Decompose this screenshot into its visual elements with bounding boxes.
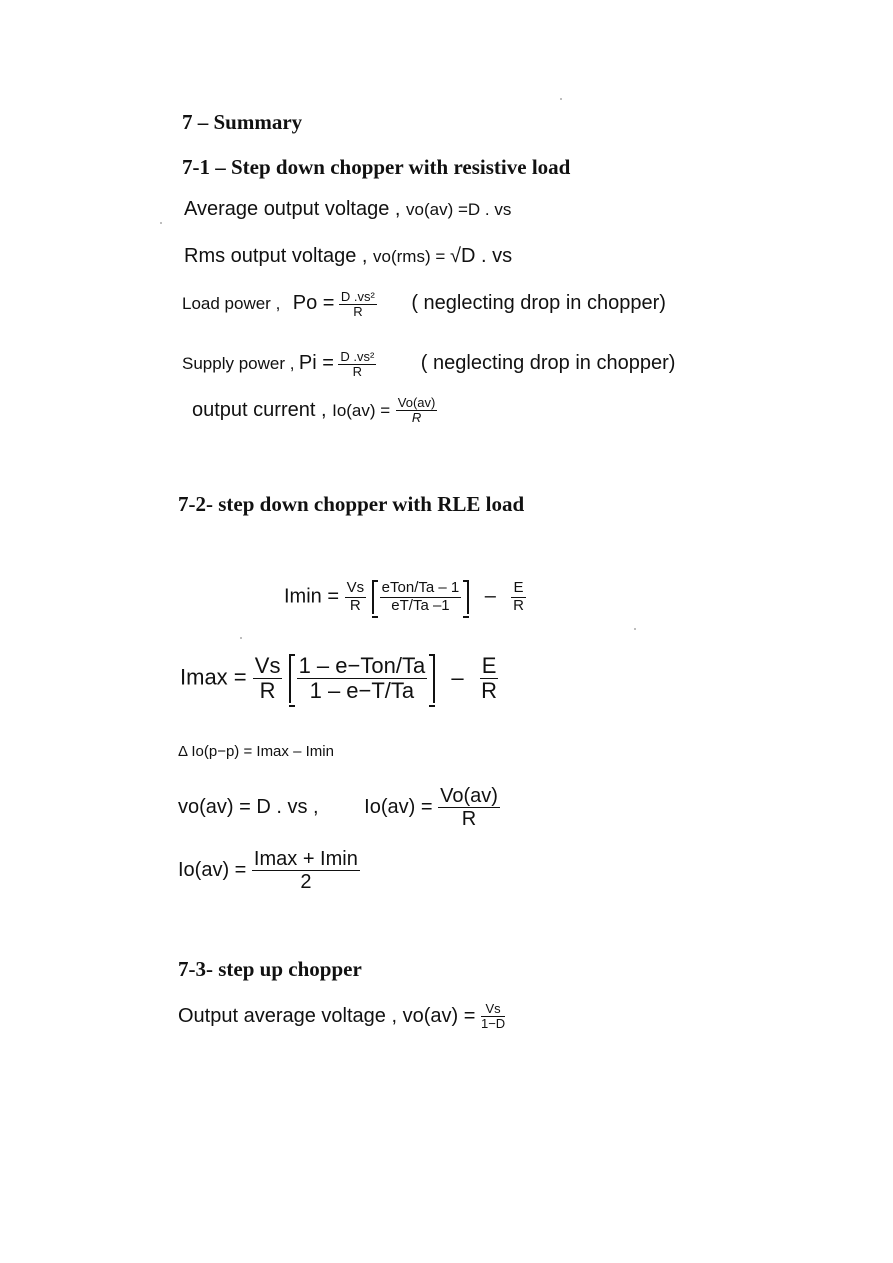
rms-voltage-rhs: √D . vs [449, 245, 513, 267]
imax-equation [180, 654, 498, 703]
supply-power-lhs: Pi = [298, 352, 334, 375]
supply-power-denominator: R [352, 364, 363, 380]
io-average-lhs: Io(av) = [178, 858, 247, 881]
delta-current-equation: Δ Io(p−p) = Imax – Imin [178, 743, 334, 760]
imin-lhs: Imin = [284, 585, 340, 608]
imin-exp-fraction [380, 580, 462, 614]
section-7-3-title: 7-3- step up chopper [178, 957, 362, 981]
io-average-numerator: Imax + Imin [253, 848, 358, 870]
supply-power-label: Supply power , [182, 354, 295, 374]
io-numerator: Vo(av) [440, 785, 498, 807]
step-up-denominator: 1−D [480, 1016, 506, 1032]
imin-exp-denominator: eT/Ta –1 [391, 596, 450, 614]
rms-voltage-line [184, 245, 512, 268]
load-power-note: ( neglecting drop in chopper) [411, 292, 666, 315]
imin-vs-over-r [345, 580, 367, 614]
io-average-fraction [252, 848, 360, 893]
imin-r: R [349, 596, 361, 614]
io-lhs: Io(av) = [364, 795, 433, 818]
step-up-line [178, 1002, 505, 1032]
step-up-numerator: Vs [481, 1002, 505, 1017]
imin-e: E [513, 579, 524, 596]
load-power-denominator: R [353, 304, 363, 320]
rms-voltage-lhs: vo(rms) = [373, 247, 450, 266]
supply-power-numerator: D .vs² [340, 349, 375, 364]
output-current-line [192, 396, 437, 426]
load-power-label: Load power , [182, 294, 281, 314]
load-power-fraction [339, 290, 377, 320]
imax-exp-denominator: 1 – e−T/Ta [309, 678, 415, 704]
imin-bracket [372, 580, 470, 614]
output-current-fraction [396, 396, 438, 426]
vo-avg-formula: vo(av) = D . vs , [178, 795, 319, 818]
imax-r: R [259, 678, 276, 704]
step-up-label: Output average voltage , [178, 1005, 398, 1028]
load-power-lhs: Po = [292, 292, 335, 315]
section-7-1-title: 7-1 – Step down chopper with resistive load [182, 155, 571, 179]
section-7-2-title: 7-2- step down chopper with RLE load [178, 492, 525, 516]
section-7-title: 7 – Summary [182, 110, 303, 134]
io-fraction [438, 785, 500, 830]
imax-lhs: Imax = [180, 664, 247, 690]
io-average-denominator: 2 [300, 871, 312, 893]
imax-minus: – [451, 664, 464, 690]
imax-vs-over-r [253, 654, 283, 703]
avg-voltage-label: Average output voltage , [184, 198, 401, 220]
imin-equation [284, 580, 526, 614]
imax-vs: Vs [254, 653, 281, 678]
supply-power-line [182, 350, 675, 380]
imax-exp-fraction [297, 654, 428, 703]
imax-bracket [289, 654, 436, 703]
avg-voltage-line [184, 198, 511, 221]
step-up-fraction [481, 1002, 505, 1032]
io-denominator: R [461, 808, 477, 830]
load-power-line [182, 290, 666, 320]
output-current-lhs: Io(av) = [332, 401, 391, 421]
imax-er: R [481, 678, 497, 704]
imin-exp-numerator: eTon/Ta – 1 [381, 579, 460, 596]
imax-exp-numerator: 1 – e−Ton/Ta [298, 653, 426, 678]
imin-minus: – [484, 585, 496, 608]
rms-voltage-label: Rms output voltage , [184, 245, 368, 267]
imin-vs: Vs [346, 579, 365, 596]
step-up-lhs: vo(av) = [402, 1005, 476, 1028]
output-current-numerator: Vo(av) [397, 395, 436, 410]
imin-er: R [513, 596, 524, 614]
imax-e: E [481, 653, 497, 678]
supply-power-fraction [338, 350, 376, 380]
avg-voltage-formula: vo(av) =D . vs [406, 200, 512, 219]
load-power-numerator: D .vs² [340, 289, 375, 304]
imax-e-over-r [480, 654, 499, 703]
vo-io-line [178, 785, 500, 830]
io-average-line [178, 848, 360, 893]
supply-power-note: ( neglecting drop in chopper) [420, 352, 676, 375]
output-current-label: output current , [192, 399, 327, 422]
imin-e-over-r [511, 580, 525, 614]
output-current-denominator: R [411, 410, 422, 426]
